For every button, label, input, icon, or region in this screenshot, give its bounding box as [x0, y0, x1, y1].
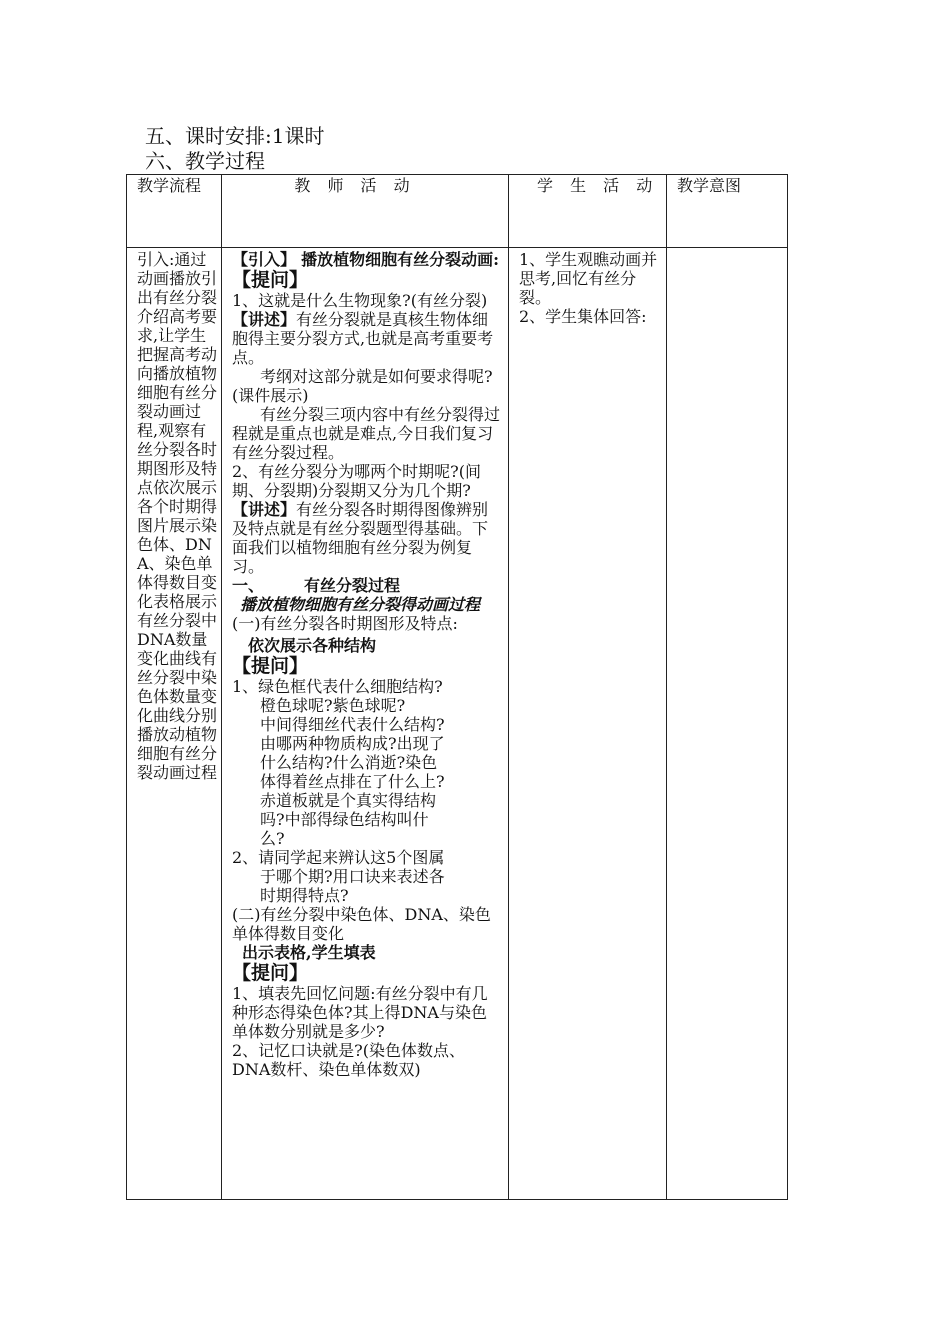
header-student [509, 175, 667, 248]
intro-text: 播放植物细胞有丝分裂动画: [301, 250, 500, 269]
teacher-content [222, 248, 508, 1079]
show-structures: 依次展示各种结构 [248, 636, 377, 655]
question-2: 2、有丝分裂分为哪两个时期呢?(间期、分裂期)分裂期又分为几个期? [232, 462, 482, 500]
question-3-line-6: 体得着丝点排在了什么上? [260, 772, 445, 791]
table-row [127, 248, 788, 1200]
question-3-line-5: 什么结构?什么消逝?染色 [260, 753, 438, 772]
flow-cell [127, 248, 222, 1200]
header-flow-label: 教学流程 [137, 176, 202, 195]
intent-content [667, 248, 787, 250]
question-4-line-2: 于哪个期?用口诀来表述各 [260, 867, 445, 886]
table-header-row [127, 175, 788, 248]
ask-tag-1: 【提问】 [232, 269, 309, 291]
student-content [509, 248, 666, 326]
explain-text-1: 有丝分裂就是真核生物体细胞得主要分裂方式,也就是高考重要考点。 [232, 310, 494, 367]
subsection-1: (一)有丝分裂各时期图形及特点: [232, 614, 458, 633]
header-teacher [222, 175, 509, 248]
ask-tag-2: 【提问】 [232, 655, 309, 677]
question-4-line-3: 时期得特点? [260, 886, 349, 905]
question-3-line-4: 由哪两种物质构成?出现了 [260, 734, 445, 753]
exam-requirement-paragraph: 考纲对这部分就是如何要求得呢?(课件展示) [232, 367, 493, 405]
question-3-line-9: 么? [260, 829, 285, 848]
header-teacher-label: 教 师 活 动 [294, 176, 416, 195]
animation-title: 播放植物细胞有丝分裂得动画过程 [240, 595, 481, 614]
section-1-number: 一、 [232, 576, 265, 595]
section-1-title: 有丝分裂过程 [304, 576, 401, 595]
question-3-line-8: 吗?中部得绿色结构叫什 [260, 810, 429, 829]
teaching-process-table [126, 174, 788, 1200]
question-5: 1、填表先回忆问题:有丝分裂中有几种形态得染色体?其上得DNA与染色单体数分别就是多少? [232, 984, 488, 1041]
explain-tag-2: 【讲述】 [232, 500, 297, 519]
teacher-cell [222, 248, 509, 1200]
key-point-paragraph: 有丝分裂三项内容中有丝分裂得过程就是重点也就是难点,今日我们复习有丝分裂过程。 [232, 405, 501, 462]
question-3-line-2: 橙色球呢?紫色球呢? [260, 696, 406, 715]
show-table-instruction: 出示表格,学生填表 [242, 943, 376, 962]
intro-tag: 【引入】 [232, 250, 297, 269]
question-1: 1、这就是什么生物现象?(有丝分裂) [232, 291, 488, 310]
subsection-2: (二)有丝分裂中染色体、DNA、染色单体得数目变化 [232, 905, 491, 943]
explain-text-2: 有丝分裂各时期得图像辨别及特点就是有丝分裂题型得基础。下面我们以植物细胞有丝分裂为例复习。 [232, 500, 489, 576]
header-flow [127, 175, 222, 248]
student-activity-2: 2、学生集体回答: [519, 307, 647, 326]
question-3-line-7: 赤道板就是个真实得结构 [260, 791, 437, 810]
section-heading-process: 六、教学过程 [145, 149, 265, 173]
explain-tag-1: 【讲述】 [232, 310, 297, 329]
header-intent [667, 175, 788, 248]
question-4-line-1: 2、请同学起来辨认这5个图属 [232, 848, 445, 867]
question-6: 2、记忆口诀就是?(染色体数点、DNA数杆、染色单体数双) [232, 1041, 466, 1079]
student-cell [509, 248, 667, 1200]
question-3-line-3: 中间得细丝代表什么结构? [260, 715, 445, 734]
header-student-label: 学 生 活 动 [537, 176, 659, 195]
question-3-line-1: 1、绿色框代表什么细胞结构? [232, 677, 443, 696]
header-intent-label: 教学意图 [677, 176, 742, 195]
intent-cell [667, 248, 788, 1200]
student-activity-1: 1、学生观瞧动画并思考,回忆有丝分裂。 [519, 250, 658, 307]
section-heading-schedule: 五、课时安排:1课时 [145, 124, 325, 148]
flow-text: 引入:通过动画播放引出有丝分裂介绍高考要求,让学生把握高考动向播放植物细胞有丝分裂动画过程,观察有丝分裂各时期图形及特点依次展示各个时期得图片展示染色体、DNA、染色单体得数目变化表格展示有丝分裂中DNA数量变化曲线有丝分裂中染色体数量变化曲线分别播放动植物细胞有丝分裂动画过程 [137, 250, 218, 782]
ask-tag-3: 【提问】 [232, 962, 309, 984]
